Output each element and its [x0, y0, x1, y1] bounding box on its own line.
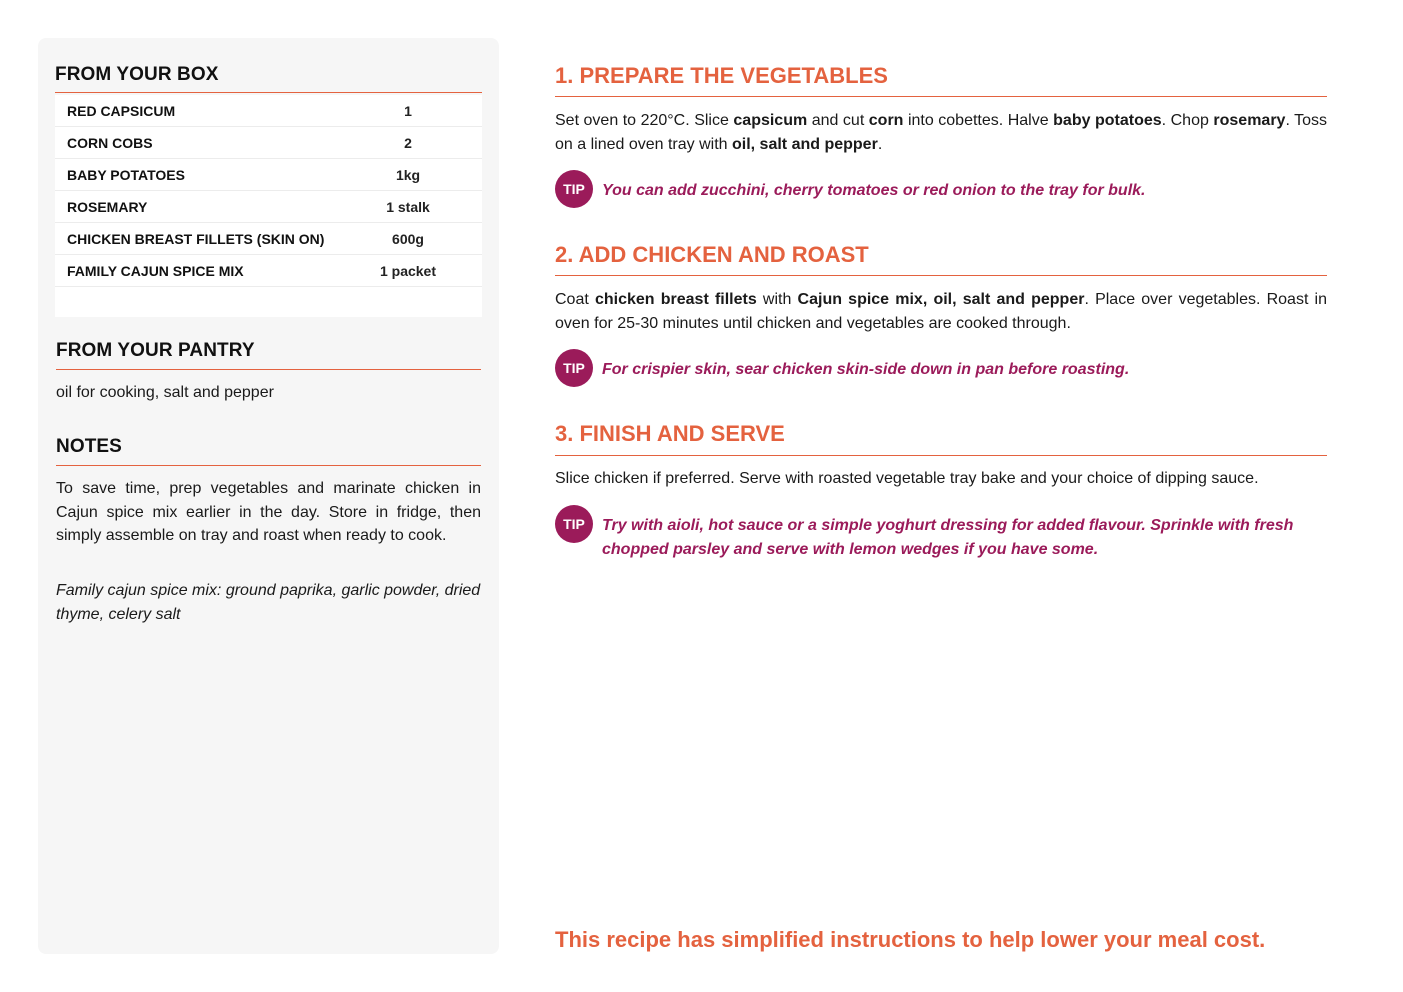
step-1-rule [555, 96, 1327, 97]
ingredient-name: RED CAPSICUM [67, 103, 176, 119]
bold-term: oil, salt and pepper [732, 135, 878, 153]
table-row [55, 159, 482, 191]
ingredients-table [55, 95, 482, 317]
body-text: . Toss on a lined oven tray with [555, 112, 1328, 153]
step-2-rule [555, 275, 1327, 276]
table-row [55, 191, 482, 223]
step-1-body [555, 109, 1327, 156]
step-3-body [555, 467, 1327, 491]
ingredient-name: CORN COBS [67, 135, 153, 151]
step-2-title: 2. ADD CHICKEN AND ROAST [555, 242, 869, 267]
spice-mix-note: Family cajun spice mix: ground paprika, garlic powder, dried thyme, celery salt [56, 582, 481, 623]
tip-badge: TIP [555, 505, 593, 543]
ingredient-qty: 1kg [395, 167, 421, 183]
bold-term: Cajun spice mix, oil, salt and pepper [797, 291, 1085, 308]
body-text: Coat [555, 291, 595, 308]
notes-text: To save time, prep vegetables and marinate chicken in Cajun spice mix earlier in the day. Store in fridge, then simply assemble on tray and roast when ready to cook. [56, 480, 481, 544]
ingredient-name: BABY POTATOES [67, 167, 185, 183]
step-1-title: 1. PREPARE THE VEGETABLES [555, 63, 888, 88]
bold-term: corn [868, 112, 904, 129]
step-1-tip: You can add zucchini, cherry tomatoes or red onion to the tray for bulk. [602, 182, 1146, 199]
body-text: . Place over vegetables. Roast in oven for 25-30 minutes until chicken and vegetables are cooked through. [555, 291, 1328, 332]
footer-note: This recipe has simplified instructions to help lower your meal cost. [555, 927, 1266, 952]
body-text: with [756, 291, 798, 308]
bold-term: capsicum [733, 112, 808, 129]
tip-badge: TIP [555, 349, 593, 387]
table-row [55, 95, 482, 127]
box-title-rule [55, 92, 482, 93]
body-text: . Chop [1161, 112, 1214, 129]
bold-term: rosemary [1213, 112, 1286, 129]
table-row-empty [55, 287, 482, 319]
ingredient-name: ROSEMARY [67, 199, 148, 215]
ingredient-name: FAMILY CAJUN SPICE MIX [67, 263, 244, 279]
step-3-title: 3. FINISH AND SERVE [555, 421, 785, 446]
body-text: Slice chicken if preferred. Serve with roasted vegetable tray bake and your choice of dipping sauce. [555, 470, 1259, 487]
ingredient-qty: 600g [392, 231, 424, 247]
step-2-body [555, 288, 1327, 335]
ingredients-panel [38, 38, 499, 954]
step-3-tip: Try with aioli, hot sauce or a simple yoghurt dressing for added flavour. Sprinkle with fresh chopped parsley and serve with lemon wedges if you have some. [602, 517, 1294, 558]
pantry-title: FROM YOUR PANTRY [56, 340, 255, 361]
ingredient-qty: 1 packet [379, 263, 437, 279]
body-text: Set oven to 220°C. Slice [555, 112, 734, 129]
body-text: . [877, 135, 883, 153]
ingredient-qty: 1 [404, 103, 412, 119]
bold-term: chicken breast fillets [594, 291, 757, 308]
notes-title: NOTES [56, 436, 122, 457]
table-row [55, 223, 482, 255]
step-3-rule [555, 455, 1327, 456]
notes-title-rule [56, 465, 481, 466]
tip-badge: TIP [555, 170, 593, 208]
body-text: into cobettes. Halve [903, 112, 1054, 129]
box-title: FROM YOUR BOX [55, 64, 219, 85]
ingredient-qty: 1 stalk [386, 199, 430, 215]
bold-term: baby potatoes [1053, 112, 1162, 129]
table-row [55, 127, 482, 159]
table-row [55, 255, 482, 287]
ingredient-qty: 2 [404, 135, 412, 151]
body-text: and cut [807, 112, 869, 129]
step-2-tip: For crispier skin, sear chicken skin-side down in pan before roasting. [602, 361, 1130, 378]
ingredient-name: CHICKEN BREAST FILLETS (SKIN ON) [67, 231, 325, 247]
pantry-title-rule [56, 369, 481, 370]
pantry-text: oil for cooking, salt and pepper [56, 384, 274, 401]
